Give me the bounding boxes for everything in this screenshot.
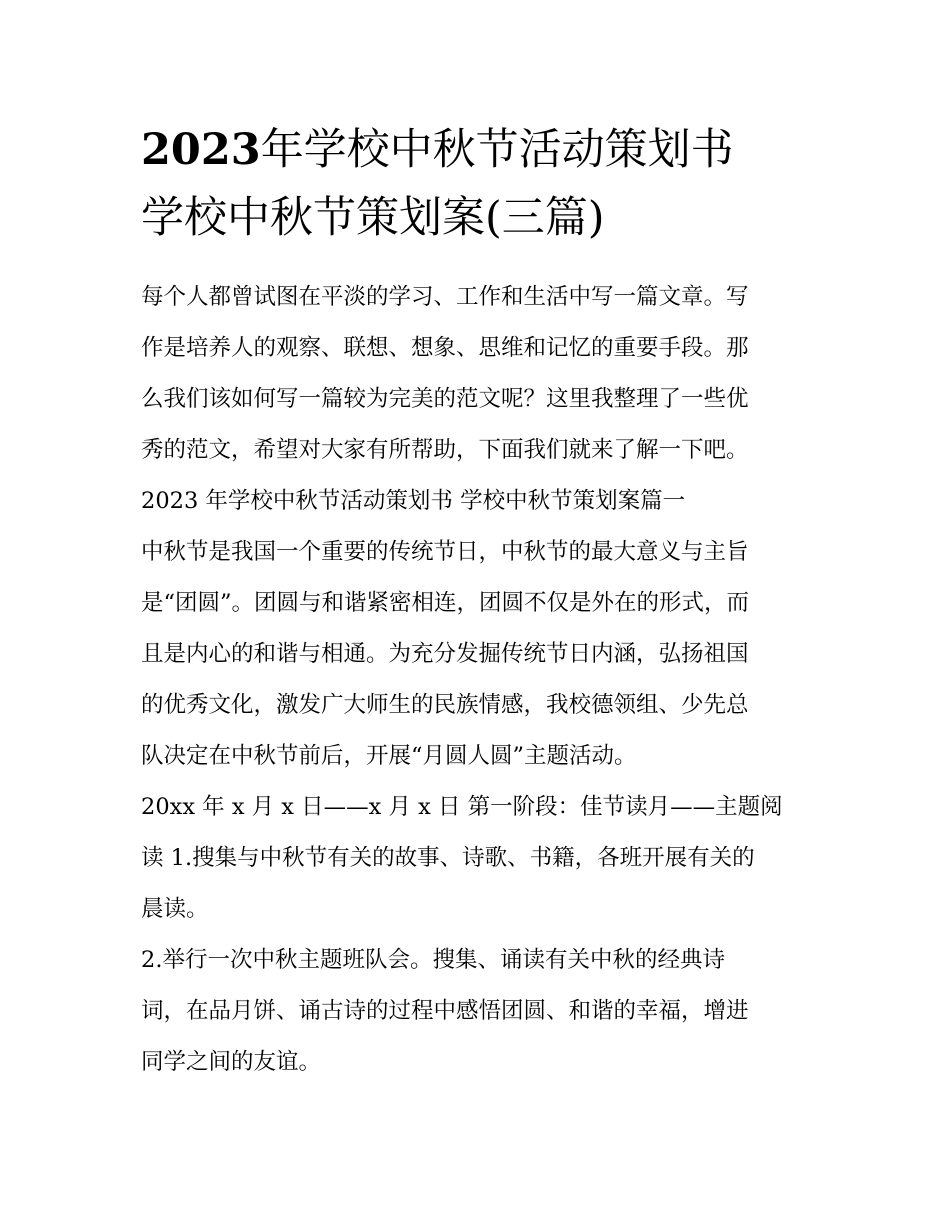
text-line-4: 秀的范文，希望对大家有所帮助，下面我们就来了解一下吧。 [141, 437, 749, 463]
title-year: 2023 [141, 125, 261, 175]
text-line-2: 作是培养人的观察、联想、想象、思维和记忆的重要手段。那 [141, 335, 749, 361]
text-line-13: 晨读。 [141, 896, 209, 922]
text-line-1: 每个人都曾试图在平淡的学习、工作和生活中写一篇文章。写 [141, 284, 749, 310]
title-text: 年学校中秋节活动策划书 [260, 125, 734, 175]
text-line-3: 么我们该如何写一篇较为完美的范文呢？这里我整理了一些优 [141, 386, 749, 412]
text-line-10: 队决定在中秋节前后，开展“月圆人圆”主题活动。 [141, 743, 637, 769]
text-line-8: 且是内心的和谐与相通。为充分发掘传统节日内涵，弘扬祖国 [141, 641, 749, 667]
text-line-12: 读 1.搜集与中秋节有关的故事、诗歌、书籍，各班开展有关的 [141, 845, 755, 871]
text-line-11: 20xx 年 x 月 x 日——x 月 x 日 第一阶段：佳节读月——主题阅 [141, 794, 783, 820]
text-line-9: 的优秀文化，激发广大师生的民族情感，我校德领组、少先总 [141, 692, 749, 718]
document-title [141, 116, 831, 184]
document-subtitle: 学校中秋节策划案(三篇) [141, 193, 605, 243]
text-line-6: 中秋节是我国一个重要的传统节日，中秋节的最大意义与主旨 [141, 539, 749, 565]
title-spacer [141, 252, 831, 272]
text-line-16: 同学之间的友谊。 [141, 1049, 322, 1075]
document-content [141, 116, 831, 1088]
section-heading-line: 2023 年学校中秋节活动策划书 学校中秋节策划案篇一 [141, 488, 686, 514]
text-line-14: 2.举行一次中秋主题班队会。搜集、诵读有关中秋的经典诗 [141, 947, 725, 973]
text-line-7: 是“团圆”。团圆与和谐紧密相连，团圆不仅是外在的形式，而 [141, 590, 750, 616]
text-line-15: 词，在品月饼、诵古诗的过程中感悟团圆、和谐的幸福，增进 [141, 998, 749, 1024]
